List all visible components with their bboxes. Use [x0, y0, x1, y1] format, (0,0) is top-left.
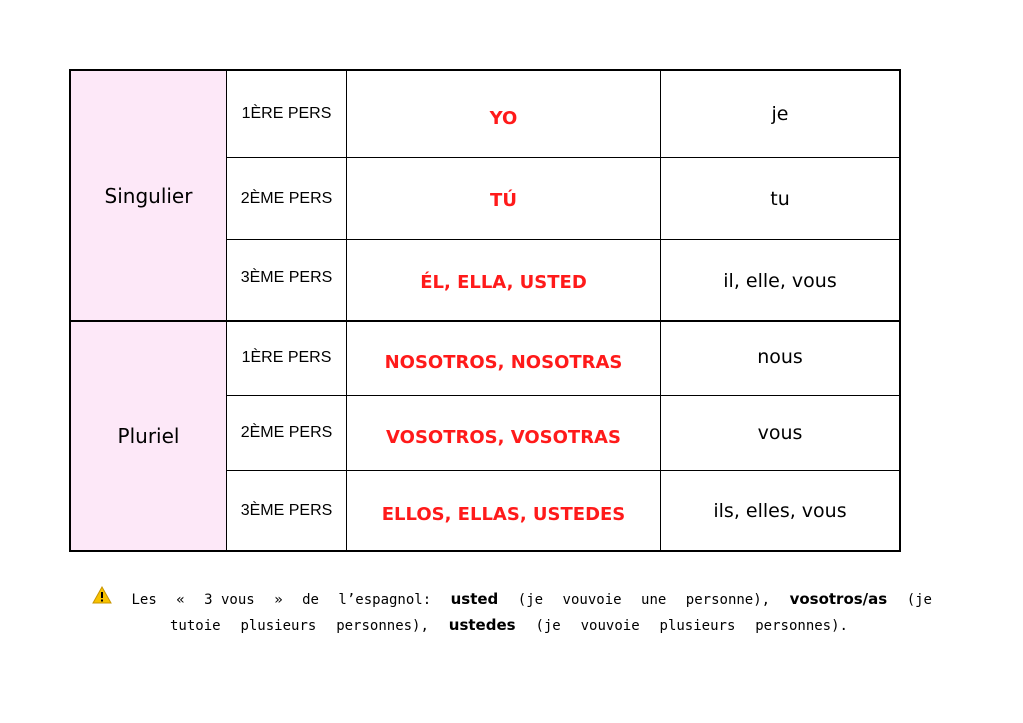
footnote-line-1: Les « 3 vous » de l’espagnol: usted (je vouvoie une personne), vosotros/as (je	[92, 586, 932, 613]
french-pronoun-cell: vous	[757, 422, 803, 444]
person-cell: 3ÈME PERS	[227, 471, 347, 550]
spanish-pronoun-cell: NOSOTROS, NOSOTRAS	[347, 322, 661, 395]
person-cell: 2ÈME PERS	[227, 158, 347, 239]
person-cell: 1ÈRE PERS	[227, 322, 347, 395]
spanish-pronoun-cell: VOSOTROS, VOSOTRAS	[347, 396, 661, 470]
spanish-pronoun-cell: ÉL, ELLA, USTED	[347, 240, 661, 321]
keyword-usted: usted	[450, 590, 499, 608]
french-pronoun-cell: je	[771, 103, 789, 125]
person-cell: 1ÈRE PERS	[227, 71, 347, 157]
keyword-ustedes: ustedes	[448, 616, 516, 634]
footnote	[92, 586, 932, 639]
footnote-line-2: tutoie plusieurs personnes), ustedes (je vouvoie plusieurs personnes).	[92, 613, 932, 639]
group-label: Pluriel	[117, 424, 180, 448]
spanish-pronoun-cell: ELLOS, ELLAS, USTEDES	[347, 471, 661, 550]
french-pronoun-cell: tu	[770, 187, 790, 210]
french-pronoun-cell: nous	[757, 345, 803, 368]
warning-icon	[92, 586, 112, 604]
french-pronoun-cell: il, elle, vous	[723, 269, 837, 292]
pronouns-table	[69, 69, 901, 552]
keyword-vosotros: vosotros/as	[789, 590, 888, 608]
spanish-pronoun-cell: TÚ	[347, 158, 661, 239]
person-cell: 2ÈME PERS	[227, 396, 347, 470]
person-cell: 3ÈME PERS	[227, 240, 347, 321]
group-cell-singulier	[71, 71, 227, 321]
group-cell-pluriel	[71, 322, 227, 550]
spanish-pronoun-cell: YO	[347, 71, 661, 157]
french-pronoun-cell: ils, elles, vous	[713, 499, 847, 522]
group-label: Singulier	[104, 184, 193, 208]
